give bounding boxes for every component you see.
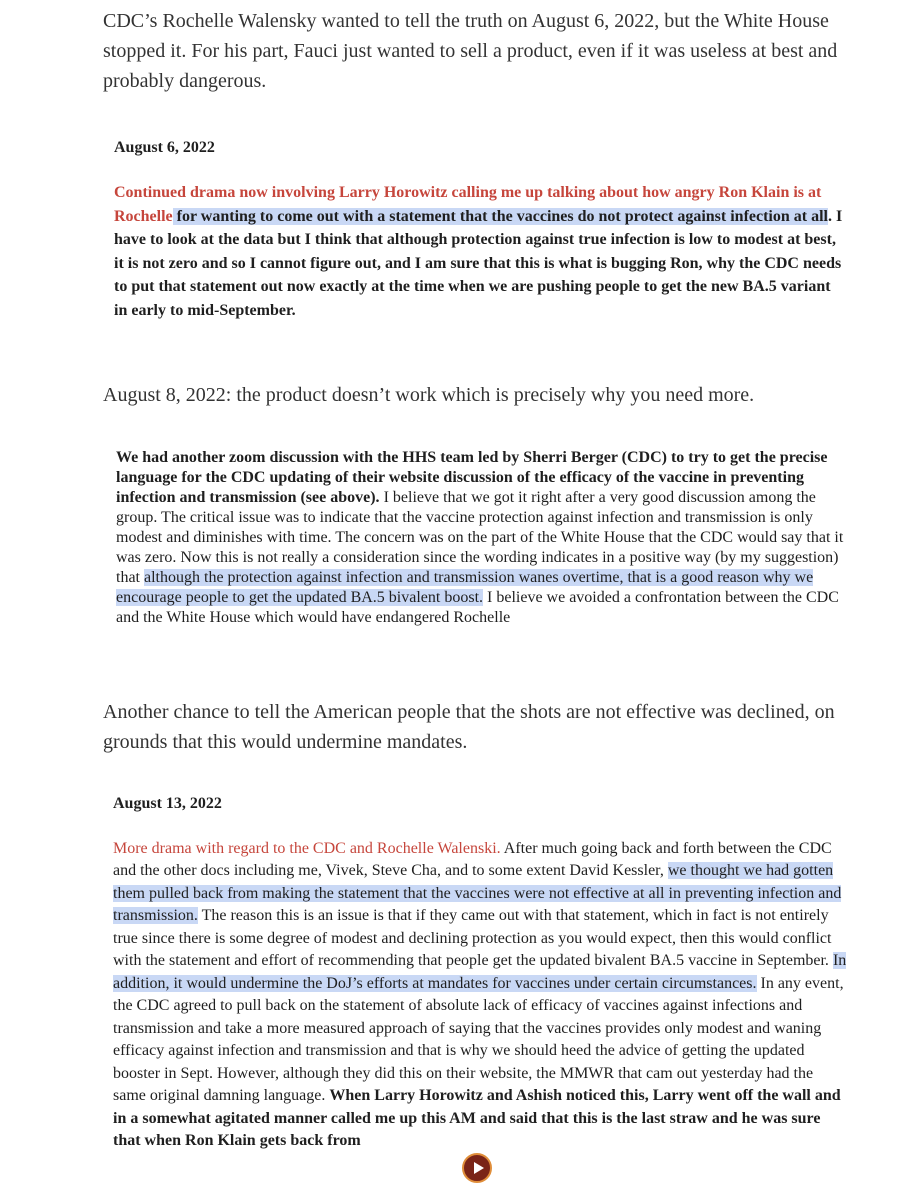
intro-paragraph: CDC’s Rochelle Walensky wanted to tell the truth on August 6, 2022, but the White House stopped it. For his part, Fauci just wanted to sell a product, even if it was useless at best and probably dangerous.: [103, 10, 838, 92]
bold-text: When Larry Horowitz and Ashish noticed this, Larry went off the wall and in a somewhat agitated manner called me up this AM and said that this is the last straw and he was sure that when Ron Klain gets back from: [113, 1087, 841, 1149]
excerpt-body: [114, 181, 844, 322]
excerpt-body: [116, 448, 844, 628]
body-text-2: The reason this is an issue is that if they came out with that statement, which in fact is not entirely true since there is some degree of modest and declining protection as you would expect, then this would conflict with the statement and effort of recommending that people get the updated bivalent BA.5 vaccine in September.: [113, 907, 833, 969]
highlighted-text: for wanting to come out with a statement that the vaccines do not protect against infection at all: [172, 207, 828, 225]
red-text: More drama with regard to the CDC and Rochelle Walenski.: [113, 839, 501, 857]
highlighted-text-2: In addition, it would undermine the DoJ’s efforts at mandates for vaccines under certain circumstances.: [113, 952, 847, 992]
highlighted-text: although the protection against infection and transmission wanes overtime, that is a good reason why we encourage people to get the updated BA.5 bivalent boost.: [116, 569, 814, 606]
excerpt-date: August 13, 2022: [113, 795, 222, 812]
body-text-1: After much going back and forth between the CDC and the other docs including me, Vivek, Steve Cha, and to some extent David Kessler,: [113, 839, 832, 879]
excerpt-aug-8: [116, 448, 844, 628]
excerpt-date: August 6, 2022: [114, 139, 215, 156]
excerpt-body: [113, 838, 848, 1153]
highlighted-text-1: we thought we had gotten them pulled back from making the statement that the vaccines were not effective at all in preventing infection and transmission.: [113, 862, 842, 924]
bold-text: We had another zoom discussion with the HHS team led by Sherri Berger (CDC) to try to get the precise language for the CDC updating of their website discussion of the efficacy of the vaccine in preventing infection and transmission (see above).: [116, 449, 828, 506]
body-text: I believe that we got it right after a very good discussion among the group. The critical issue was to indicate that the vaccine protection against infection and transmission is only modest and diminishes with time. The concern was on the part of the White House that the CDC would say that it was zero. Now this is not really a consideration since the wording indicates in a positive way (by my suggestion) that: [116, 489, 844, 586]
narration-aug-8: August 8, 2022: the product doesn’t work which is precisely why you need more.: [103, 384, 755, 406]
excerpt-aug-13: [113, 793, 848, 1153]
narration-mandates: Another chance to tell the American people that the shots are not effective was declined, on grounds that this would undermine mandates.: [103, 701, 835, 753]
body-text: . I have to look at the data but I think that although protection against true infection is low to modest at best, it is not zero and so I cannot figure out, and I am sure that this is what is bugging Ron, why the CDC needs to put that statement out now exactly at the time when we are pushing people to get the new BA.5 variant in early to mid-September.: [114, 207, 843, 319]
excerpt-aug-6: [114, 136, 844, 322]
body-text-end: I believe we avoided a confrontation between the CDC and the White House which would have endangered Rochelle: [116, 589, 839, 626]
body-text-3: In any event, the CDC agreed to pull back on the statement of absolute lack of efficacy of vaccines against infections and transmission and take a more measured approach of saying that the vaccines provides only modest and waning efficacy against infection and transmission and that is why we should heed the advice of getting the updated booster in Sept. However, although they did this on their website, the MMWR that cam out yesterday had the same original damning language.: [113, 974, 844, 1104]
play-icon[interactable]: [462, 1153, 492, 1183]
red-text: Continued drama now involving Larry Horowitz calling me up talking about how angry Ron Klain is at Rochelle: [114, 184, 822, 225]
